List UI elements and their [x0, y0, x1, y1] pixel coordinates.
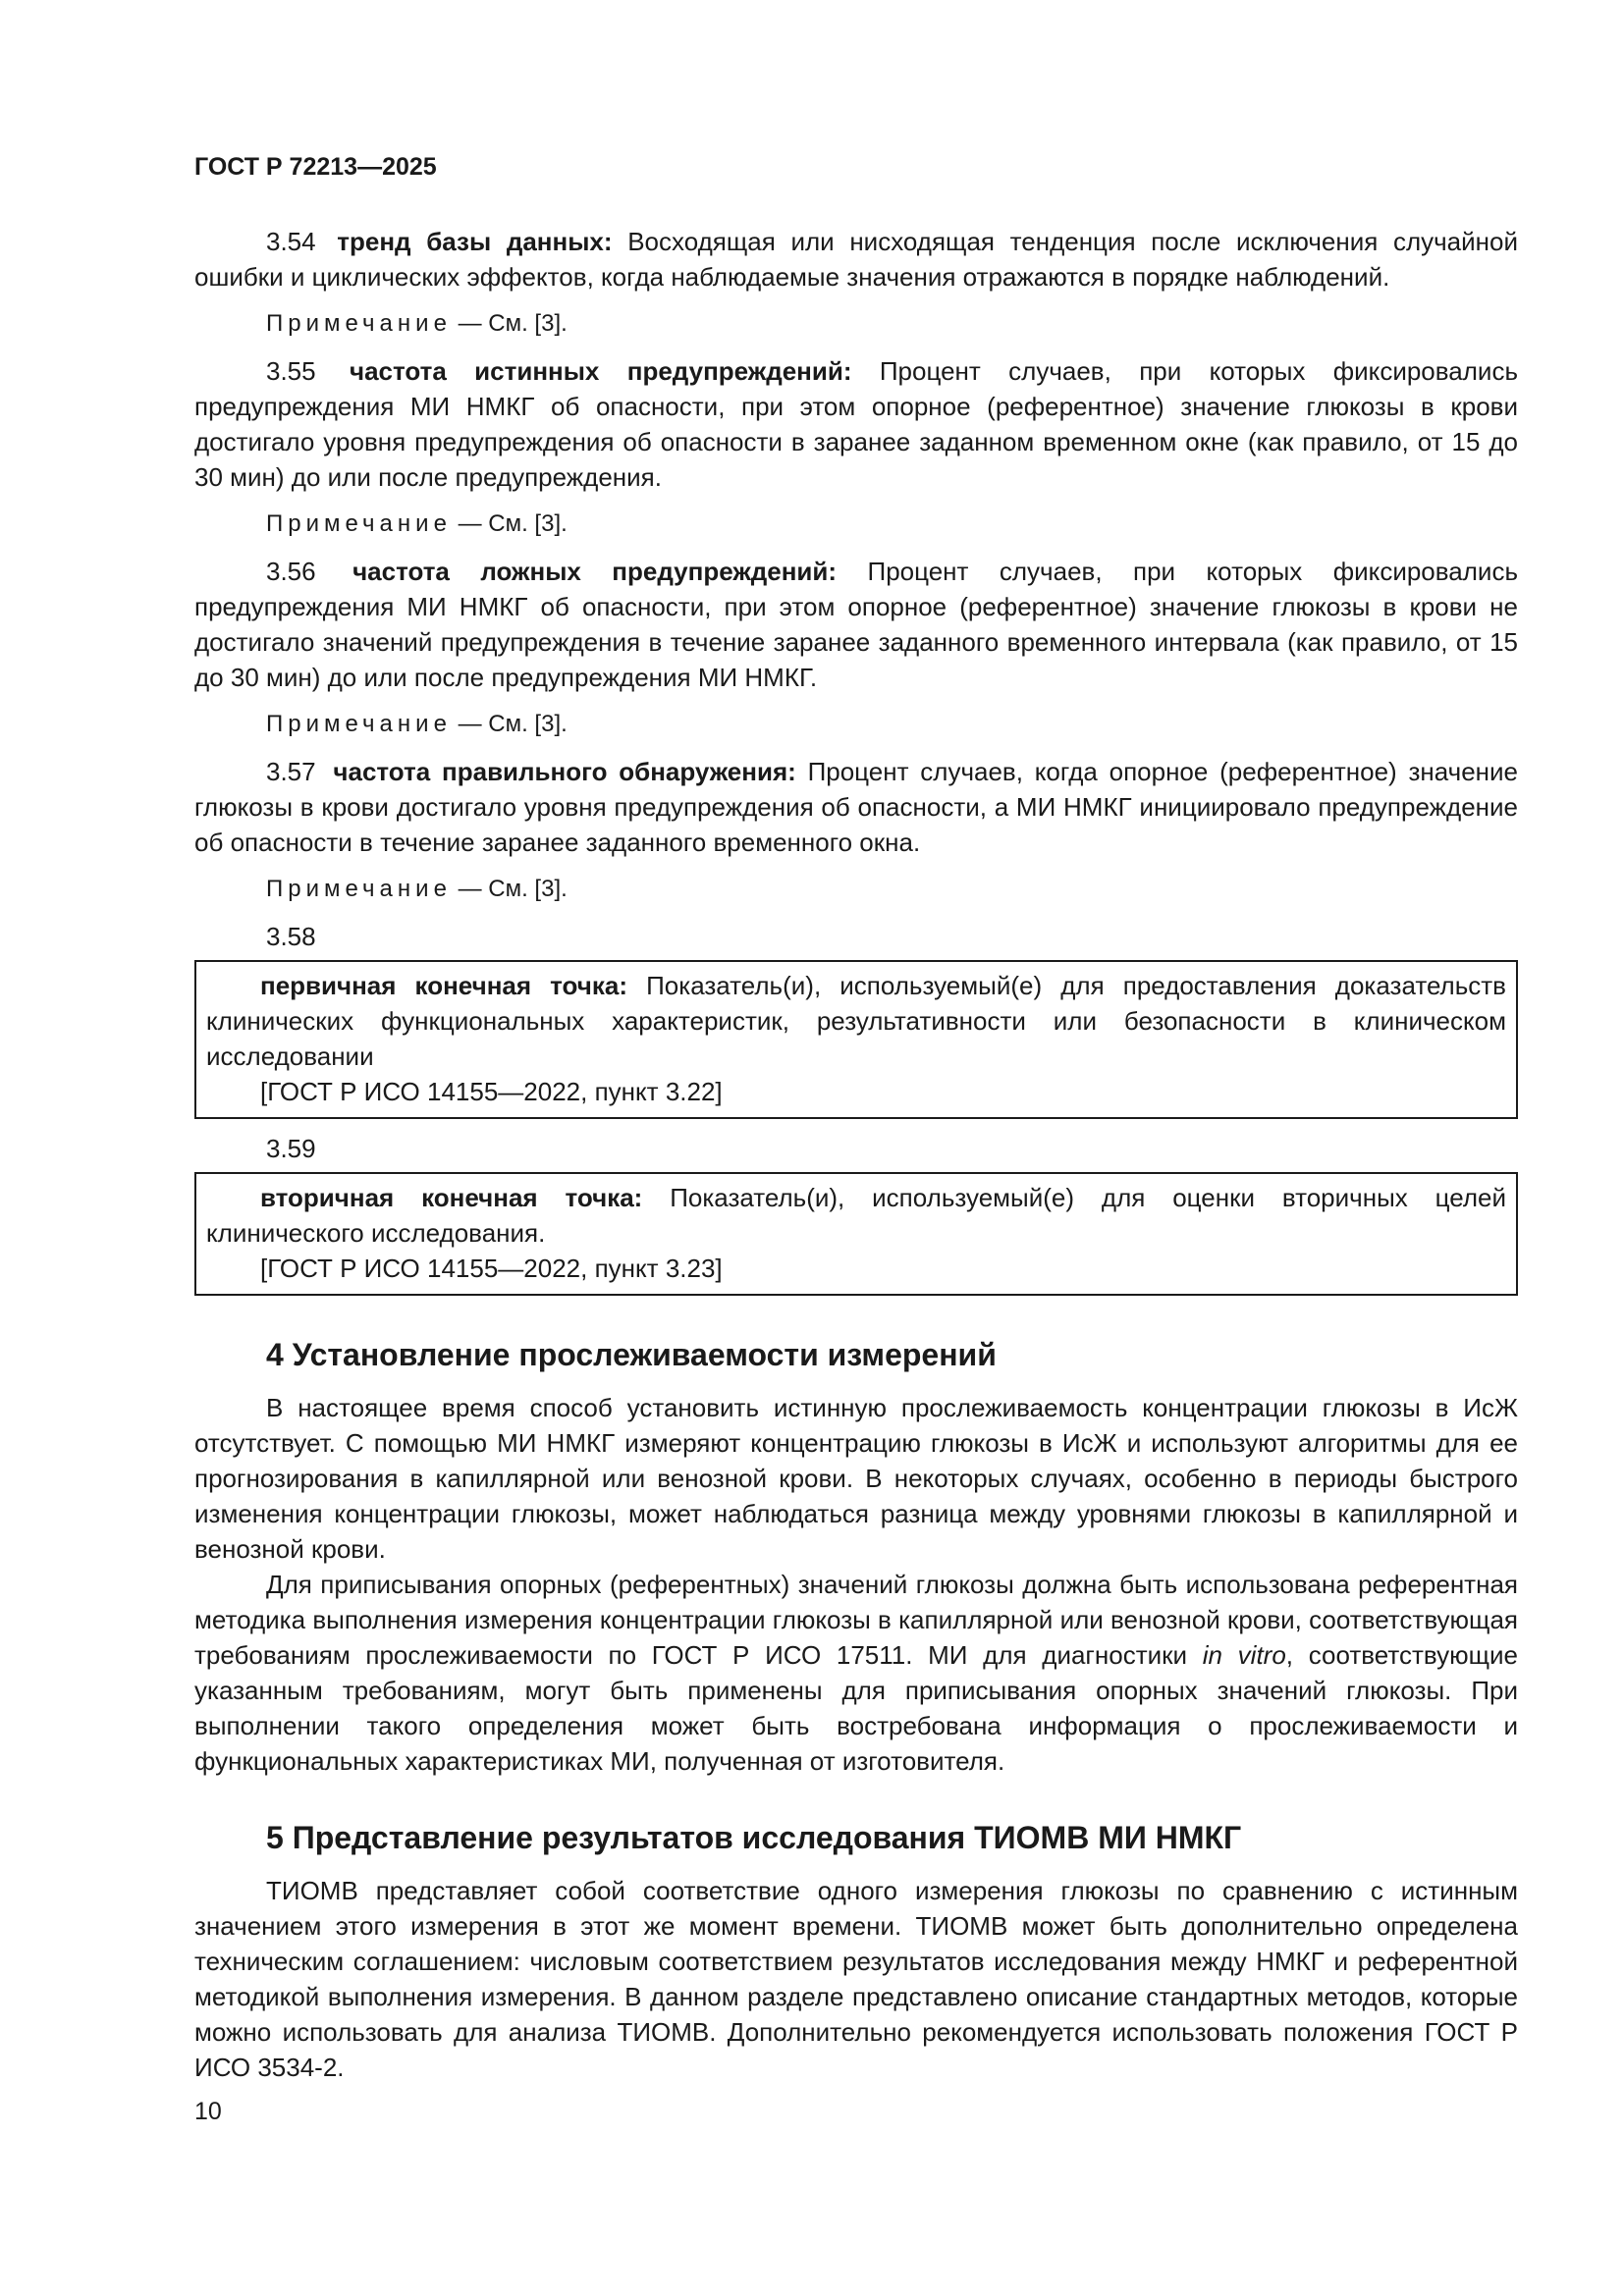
- note-text: — См. [3].: [451, 510, 568, 537]
- term-entry-3-56: [194, 554, 1518, 695]
- section-4: [194, 1335, 1518, 1779]
- section-paragraph: В настоящее время способ установить истинную прослеживаемость концентрации глюкозы в ИсЖ отсутствует. С помощью МИ НМКГ измеряют концентрацию глюкозы в ИсЖ и используют алгоритмы для ее прогнозирования в капиллярной или венозной крови. В некоторых случаях, особенно в периоды быстрого изменения концентрации глюкозы, может наблюдаться разница между уровнями глюкозы в капиллярной и венозной крови.: [194, 1393, 1518, 1564]
- term-title: частота ложных предупреждений:: [352, 557, 838, 586]
- term-definition: Восходящая или нисходящая тенденция после исключения случайной ошибки и циклических эффектов, когда наблюдаемые значения отражаются в порядке наблюдений.: [194, 227, 1518, 292]
- term-definition: Процент случаев, при которых фиксировались предупреждения МИ НМКГ об опасности, при этом опорное (референтное) значение глюкозы в крови достигало уровня предупреждения об опасности в заранее заданном временном окне (как правило, от 15 до 30 мин) до или после предупреждения.: [194, 356, 1518, 492]
- term-entry-3-57: [194, 754, 1518, 860]
- section-5: [194, 1818, 1518, 2085]
- term-entry-3-55: [194, 353, 1518, 495]
- note-label: Примечание: [266, 711, 452, 737]
- term-number: 3.56: [266, 557, 316, 586]
- note-text: — См. [3].: [451, 310, 568, 337]
- page-number: 10: [194, 2098, 222, 2125]
- term-note: [194, 507, 1518, 542]
- term-note: [194, 707, 1518, 742]
- term-title: частота истинных предупреждений:: [349, 356, 852, 386]
- term-definition: Процент случаев, при которых фиксировались предупреждения МИ НМКГ об опасности, при этом опорное (референтное) значение глюкозы в крови не достигало значений предупреждения в течение заранее заданного временного интервала (как правило, от 15 до 30 мин) до или после предупреждения МИ НМКГ.: [194, 557, 1518, 692]
- term-note: [194, 872, 1518, 907]
- term-title: вторичная конечная точка:: [260, 1183, 643, 1212]
- term-definition: Показатель(и), используемый(е) для предоставления доказательств клинических функциональных характеристик, результативности или безопасности в клиническом исследовании: [206, 971, 1506, 1071]
- section-heading: 5 Представление результатов исследования ТИОМВ МИ НМКГ: [266, 1820, 1242, 1855]
- term-title: частота правильного обнаружения:: [333, 757, 796, 786]
- boxed-definition-3-58: [194, 960, 1518, 1119]
- term-title: первичная конечная точка:: [260, 971, 627, 1000]
- boxed-definition-3-59: [194, 1172, 1518, 1296]
- section-paragraph: ТИОМВ представляет собой соответствие одного измерения глюкозы по сравнению с истинным значением этого измерения в этот же момент времени. ТИОМВ может быть дополнительно определена техническим соглашением: числовым соответствием результатов исследования между НМКГ и референтной методикой выполнения измерения. В данном разделе представлено описание стандартных методов, которые можно использовать для анализа ТИОМВ. Дополнительно рекомендуется использовать положения ГОСТ Р ИСО 3534-2.: [194, 1876, 1518, 2082]
- term-number: 3.57: [266, 757, 316, 786]
- note-label: Примечание: [266, 310, 452, 337]
- note-text: — См. [3].: [451, 876, 568, 902]
- term-definition: Процент случаев, когда опорное (референтное) значение глюкозы в крови достигало уровня предупреждения об опасности, а МИ НМКГ инициировало предупреждение об опасности в течение заранее заданного временного окна.: [194, 757, 1518, 857]
- term-title: тренд базы данных:: [337, 227, 613, 256]
- section-heading: 4 Установление прослеживаемости измерений: [266, 1337, 997, 1372]
- term-number: 3.55: [266, 356, 316, 386]
- note-label: Примечание: [266, 510, 452, 537]
- section-paragraph: Для приписывания опорных (референтных) значений глюкозы должна быть использована референтная методика выполнения измерения концентрации глюкозы в капиллярной или венозной крови, соответствующая требованиям прослеживаемости по ГОСТ Р ИСО 17511. МИ для диагностики in vitro, соответствующие указанным требованиям, могут быть применены для приписывания опорных значений глюкозы. При выполнении такого определения может быть востребована информация о прослеживаемости и функциональных характеристиках МИ, полученная от изготовителя.: [194, 1570, 1519, 1776]
- term-number: 3.54: [266, 227, 316, 256]
- italic-term: in vitro: [1202, 1640, 1286, 1670]
- term-number-3-59: 3.59: [266, 1134, 316, 1163]
- source-reference: [ГОСТ Р ИСО 14155—2022, пункт 3.23]: [260, 1254, 723, 1283]
- term-entry-3-54: [194, 224, 1518, 294]
- term-note: [194, 306, 1518, 342]
- document-body: [194, 224, 1518, 2085]
- source-reference: [ГОСТ Р ИСО 14155—2022, пункт 3.22]: [260, 1077, 723, 1106]
- term-number-3-58: 3.58: [266, 922, 316, 951]
- document-header: ГОСТ Р 72213—2025: [194, 153, 437, 181]
- note-text: — См. [3].: [451, 711, 568, 737]
- term-definition: Показатель(и), используемый(е) для оценки вторичных целей клинического исследования.: [206, 1183, 1506, 1248]
- note-label: Примечание: [266, 876, 452, 902]
